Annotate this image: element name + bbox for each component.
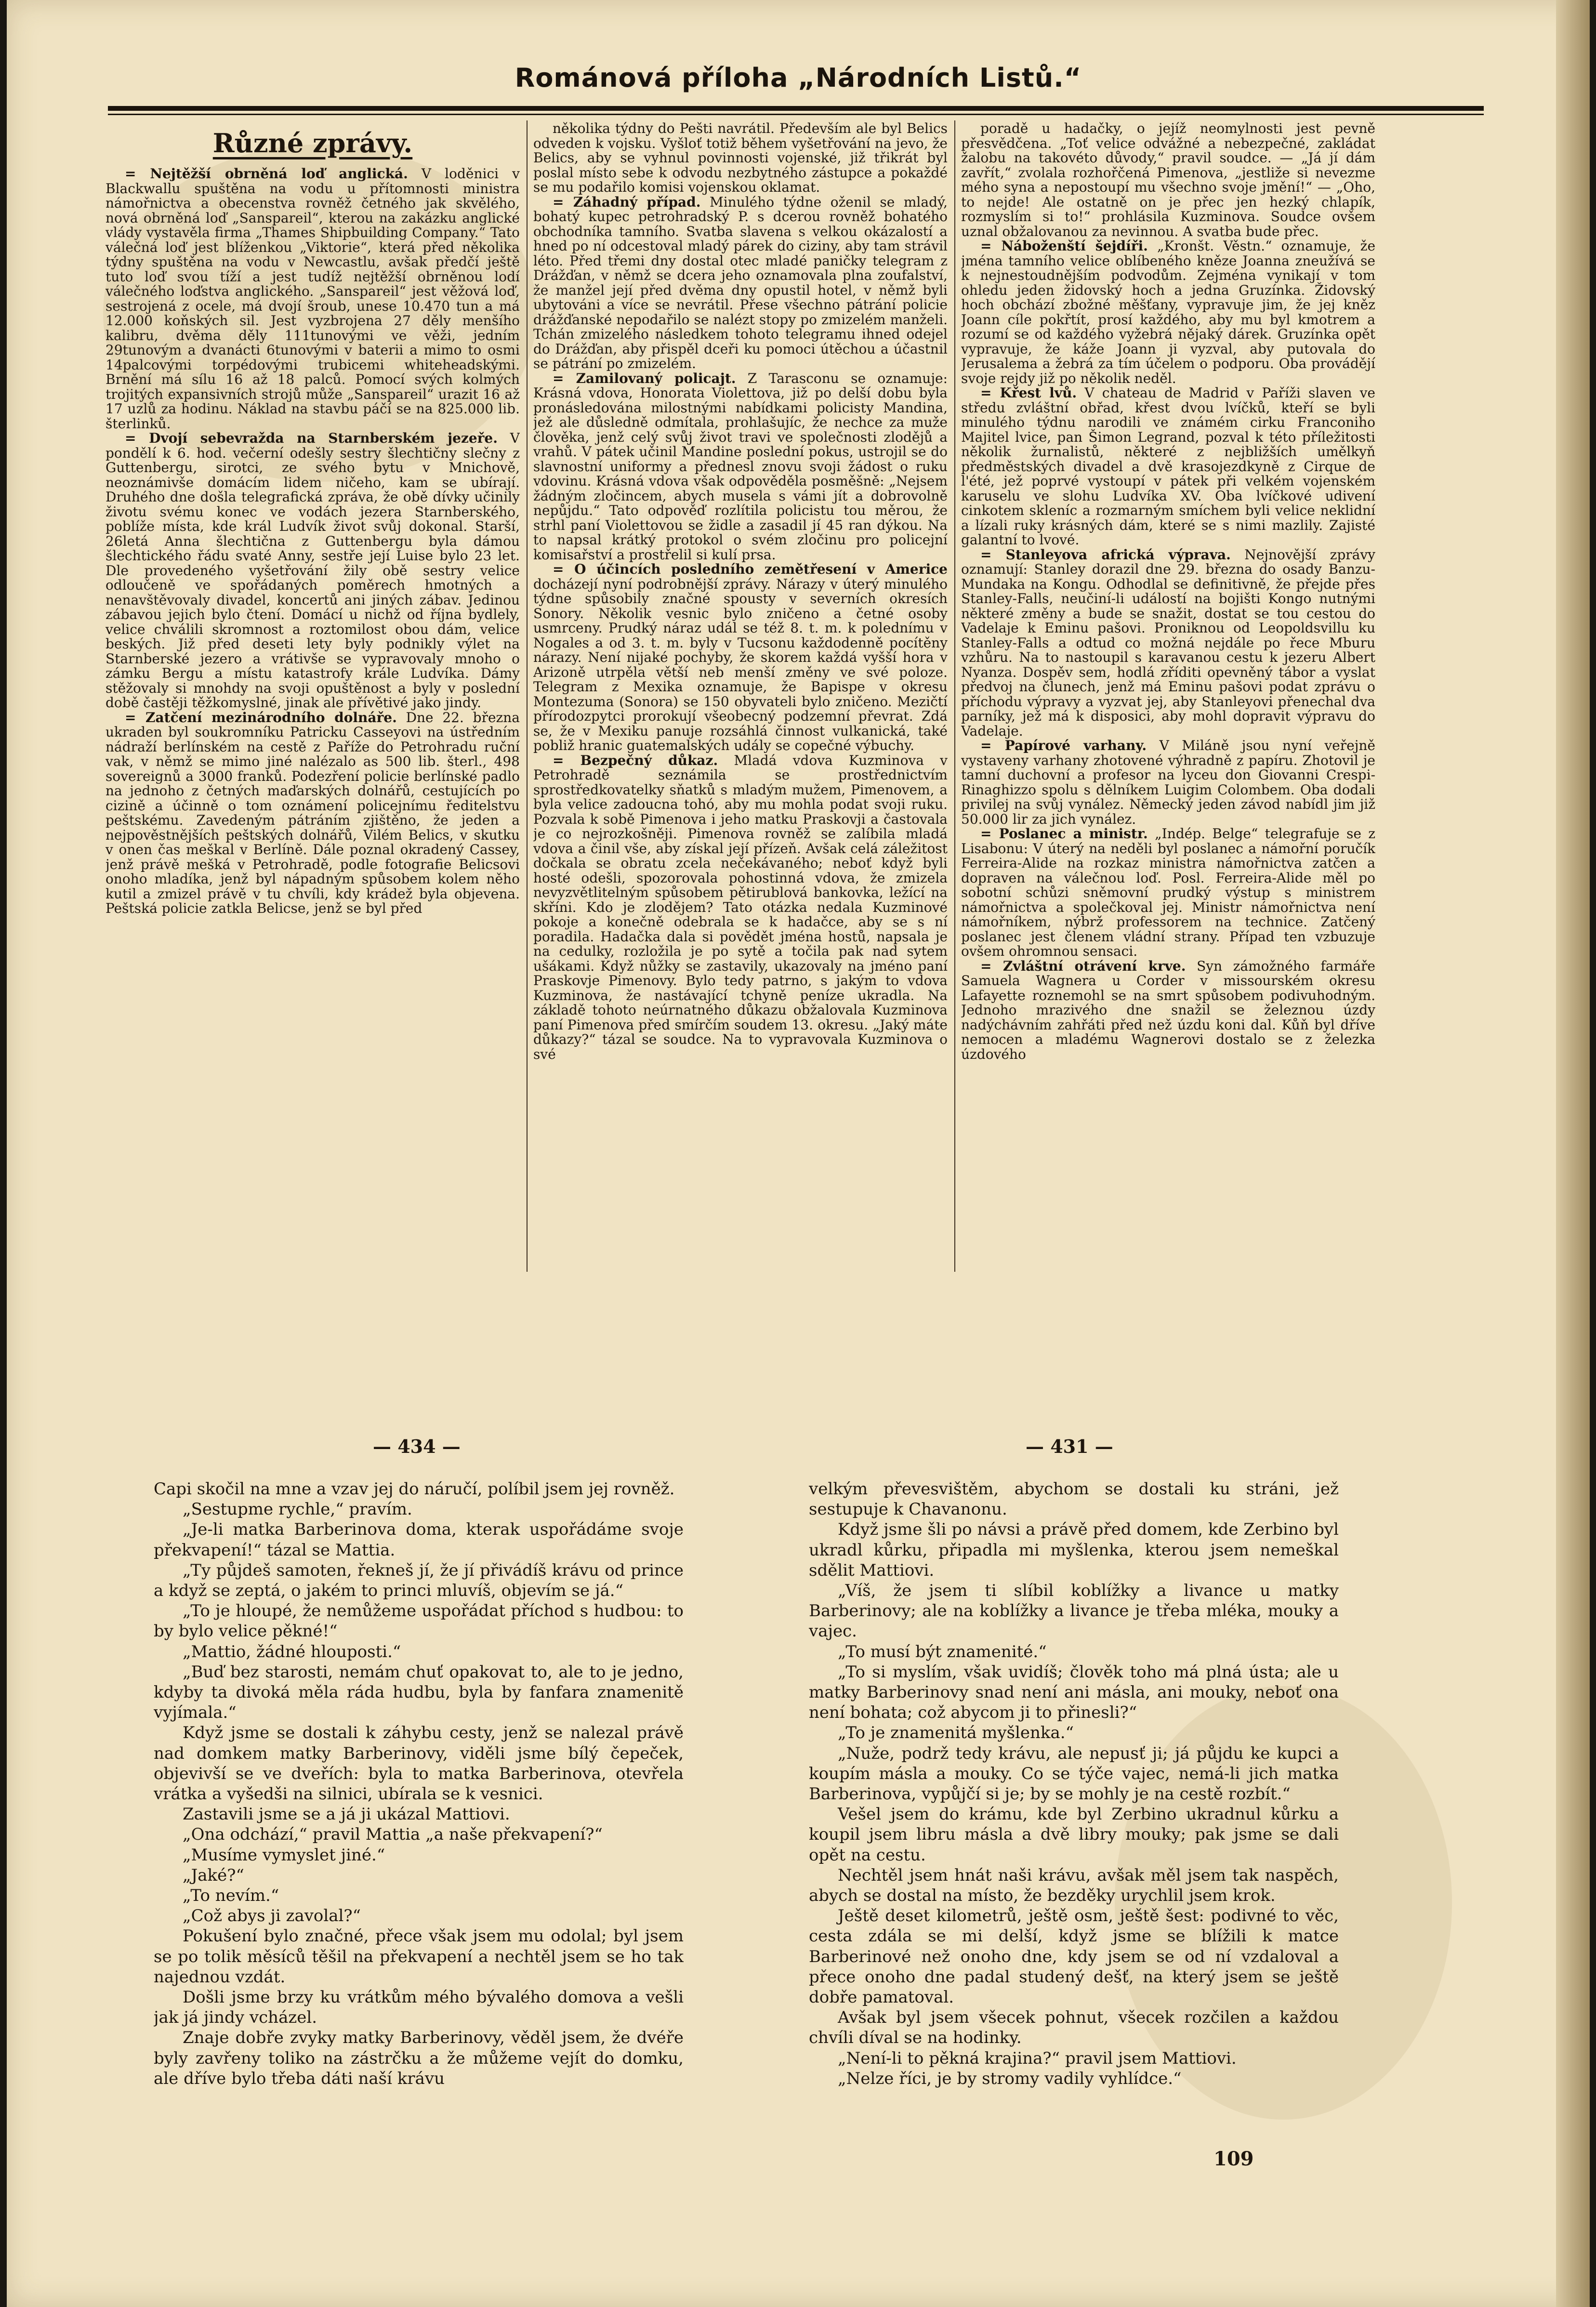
news-item-heading: = Papírové varhany.	[980, 738, 1147, 753]
news-item	[106, 167, 520, 431]
page-edge-shadow	[1556, 0, 1590, 2307]
news-item	[961, 121, 1375, 239]
news-item	[961, 548, 1375, 739]
novel-paragraph: „Jaké?“	[183, 1865, 244, 1885]
news-item-text: V Miláně jsou nyní veřejně vystaveny varhany zhotovené výhradně z papíru. Zhotovil je tamní duchovní a profesor na lyceu don Giovanni Crespi-Rinaghizzo spolu s dělníkem Luigim Colombem. Oba dodali privilej na svůj vynález. Německý jeden závod nabídl jim již 50.000 lir za jich vynález.	[961, 738, 1375, 827]
novel-paragraph: „Není-li to pěkná krajina?“ pravil jsem Mattiovi.	[838, 2048, 1237, 2068]
news-item	[961, 386, 1375, 548]
novel-paragraph: „Nuže, podrž tedy krávu, ale nepusť ji; já půjdu ke kupci a koupím másla a mouky. Co se týče vajec, nemá-li jich matka Barberinova, vypůjčí si je; by se mohly je na cestě rozbít.“	[809, 1743, 1339, 1804]
column-1-body	[106, 167, 520, 916]
news-item-heading: = Stanleyova africká výprava.	[980, 546, 1231, 563]
novel-paragraph: velkým převesvištěm, abychom se dostali ku stráni, jež sestupuje k Chavanonu.	[809, 1479, 1339, 1519]
novel-paragraph: „Nelze říci, je by stromy vadily vyhlídce.“	[838, 2069, 1182, 2088]
news-item-heading: = Zamilovaný policajt.	[553, 370, 736, 386]
novel-paragraph: „Je-li matka Barberinova doma, kterak uspořádáme svoje překvapení!“ tázal se Mattia.	[154, 1520, 684, 1560]
page-number-right: — 431 —	[1026, 1436, 1113, 1457]
header-rule-thin	[108, 114, 1484, 115]
novel-paragraph: „To je hloupé, že nemůžeme uspořádat příchod s hudbou: to by bylo velice pěkné!“	[154, 1601, 684, 1641]
news-item-text: Minulého týdne oženil se mladý, bohatý kupec petrohradský P. s dcerou rovněž bohatého obchodníka tamního. Svatba slavena s velkou okázalostí a hned po ní odcestoval mladý párek do ciziny, aby tam strávil léto. Před třemi dny dostal otec mladé paničky telegram z Drážďan, v němž se dcera jeho oznamovala plna zoufalství, že manžel její před dvěma dny opustil hotel, v němž byli ubytováni a více se nevrátil. Přese všechno pátrání policie drážďanské nepodařilo se nalézt stopy po zmizelém manželi. Tchán zmizelého následkem tohoto telegramu ihned odejel do Drážďan, aby přispěl dceři ku pomoci útěchou a účastnil se pátrání po zmizelém.	[533, 194, 948, 371]
page-number-left: — 434 —	[373, 1436, 461, 1457]
news-item	[106, 711, 520, 916]
news-item-heading: = Zvláštní otrávení krve.	[980, 958, 1186, 974]
news-item-text: V chateau de Madrid v Paříži slaven ve středu zvláštní obřad, křest dvou lvíčků, kteří se byli minulého týdnu narodili ve známém cirku Franconiho Majitel lvice, pan Šimon Legrand, pozval k této příležitosti několik žurnalistů, některé z nejbližších umělkyň předměstských divadel a dvě krasojezdkyně z Cirque de l'été, jež poprvé vystoupí v pátek při velkém vojenském karuselu ve slohu Ludvíka XV. Oba lvíčkové udivení cinkotem skleníc a rozmarným smíchem byli velice neklidní a lízali ruky krásných dám, které se s nimi mazlily. Zajisté galantní to lvové.	[961, 385, 1375, 548]
novel-paragraph: „Musíme vymyslet jiné.“	[183, 1845, 385, 1865]
news-item-text: V loděnici v Blackwallu spuštěna na vodu u přítomnosti ministra námořnictva a obecenstva rovněž četného jak skvělého, nová obrněná loď „Sanspareil“, kterou na zakázku anglické vlády vystavěla firma „Thames Shipbuilding Company.“ Tato válečná loď jest blíženkou „Viktorie“, která před několika týdny spuštěna na vodu v Newcastlu, avšak předčí ještě tuto loď svou tíží a jest tudíž nejtěžší obrněnou lodí válečného loďstva anglického. „Sanspareil“ jest věžová loď, sestrojená z ocele, má dvojí šroub, unese 10.470 tun a má 12.000 koňských sil. Jest vyzbrojena 27 děly menšího kalibru, dvěma děly 111tunovými ve věži, jedním 29tunovým a dvanácti 6tunovými v baterii a mimo to osmi 14palcovými torpédovými trubicemi whiteheadskými. Brnění má sílu 16 až 18 palců. Pomocí svých kolmých trojitých expansivních strojů může „Sanspareil“ urazit 16 až 17 uzlů za hodinu. Náklad na stavbu páčí se na 825.000 lib. šterlinků.	[106, 166, 520, 432]
novel-paragraph: Když jsme se dostali k záhybu cesty, jenž se nalezal právě nad domkem matky Barberinovy, viděli jsme bílý čepeček, objevivší se ve dveřích: byla to matka Barberinova, otevřela vrátka a vyšedši na silnici, ubírala se k vesnici.	[154, 1723, 684, 1804]
novel-paragraph: Došli jsme brzy ku vrátkům mého bývalého domova a vešli jak já jindy vcházel.	[154, 1988, 684, 2028]
news-item-heading: = O účincích posledního zemětřesení v Americe	[553, 561, 948, 577]
news-item-text: Z Tarasconu se oznamuje: Krásná vdova, Honorata Violettova, již po delší dobu byla pronásledována milostnými nabídkami policisty Mandina, jež ale důsledně odmítala, prohlašujíc, že nechce za muže člověka, jenž celý svůj život travi ve společnosti zlodějů a vrahů. V pátek učinil Mandine poslední pokus, ustrojil se do slavnostní uniformy a přednesl znovu svoji žádost o ruku vdovinu. Krásná vdova však odpověděla posměšně: „Nejsem žádným zločincem, abych musela s vámi jít a dobrovolně nepůjdu.“ Tato odpověď rozlítila policistu tou měrou, že strhl paní Violettovou se židle a zasadil jí 45 ran dýkou. Na to napsal krátký protokol o svém zločinu pro policejní komisařství a prostřelil si kulí prsa.	[533, 370, 948, 563]
novel-text-right	[809, 1479, 1339, 2168]
novel-text-left	[154, 1479, 684, 2168]
news-item-text: docházejí nyní podrobnější zprávy. Nárazy v úterý minulého týdne spůsobily značné spousty v severních okresích Sonory. Několik vesnic bylo zničeno a četné osoby usmrceny. Prudký náraz udál se též 8. t. m. k polednímu v Nogales a od 3. t. m. byly v Tucsonu každodenně pocítěny nárazy. Není nijaké pochyby, že skorem každá vyšší hora v Arizoně utrpěla větší neb menší změny ve své poloze. Telegram z Mexika oznamuje, že Bapispe v okresu Montezuma (Sonora) se 150 obyvateli bylo zničeno. Mezičtí přírodozpytci prorokují všeobecný podzemní převrat. Zdá se, že v Mexiku panuje rozsáhlá činnost vulkanická, také pobliž hranic guatemalských udály se copečné výbuchy.	[533, 576, 948, 753]
news-item	[533, 562, 948, 753]
novel-paragraph: „Mattio, žádné hlouposti.“	[183, 1642, 401, 1661]
news-item-text: Mladá vdova Kuzminova v Petrohradě seznámila se prostřednictvím sprostředkovatelky sňatků s mladým mužem, Pimenovem, a byla velice zadoucna tohó, aby mu mohla podat svoji ruku. Pozvala k sobě Pimenova i jeho matku Praskovji a častovala je co nejrozkošněji. Pimenova rovněž se zalíbila mladá vdova a činil vše, aby získal její přízeň. Avšak celá záležitost dočkala se obratu zcela nečekávaného; neboť když byli hosté odešli, spozorovala pohostinná vdova, že zmizela nevyzvětlitelným spůsobem pětirublová bankovka, ležící na skříni. Kdo je zlodějem? Tato otázka nedala Kuzminové pokoje a konečně odebrala se k hadačce, aby se s ní poradila. Hadačka dala si povědět jména hostů, napsala je na cedulky, rozložila je po sytě a točila pak nad sytem ušákami. Když nůžky se zastavily, ukazovaly na jméno paní Praskovje Pimenovy. Bylo tedy patrno, s jakým to vdova Kuzminova, že nastávající tchyně peníze ukradla. Na základě tohoto neúrnatného důkazu obžalovala Kuzminova paní Pimenova před smírčím soudem 13. okresu. „Jaký máte důkazy?“ tázal se soudce. Na to vypravovala Kuzminova o své	[533, 752, 948, 1062]
news-item-text: poradě u hadačky, o jejíž neomylnosti jest pevně přesvědčena. „Toť velice odvážné a nebezpečné, zakládat žalobu na takovéto důvody,“ pravil soudce. — „Já jí dám zavřít,“ zvolala rozhořčená Pimenova, „jestliže si nevezme mého syna a nepostoupí mu všechno svoje jmění!“ — „Oho, to nejde! Ale ostatně on je přec jen hezký chlapík, rozmyslím si to!“ prohlásila Kuzminova. Soudce ovšem uznal obžalovanou za nevinnou. A svatba bude přec.	[961, 121, 1375, 239]
column-3-body	[961, 121, 1375, 1062]
column-1	[106, 121, 520, 1278]
news-item-heading: = Poslanec a ministr.	[980, 826, 1148, 842]
column-divider	[954, 120, 955, 1272]
novel-paragraph: Vešel jsem do krámu, kde byl Zerbino ukradnul kůrku a koupil jsem libru másla a dvě libry mouky; pak jsme se dali opět na cestu.	[809, 1805, 1339, 1865]
novel-paragraph: „To je znamenitá myšlenka.“	[838, 1723, 1074, 1743]
novel-paragraph: „Což abys ji zavolal?“	[183, 1906, 361, 1926]
news-item-text: Nejnovější zprávy oznamují: Stanley dorazil dne 29. března do osady Banzu-Mundaka na Kongu. Odhodlal se definitivně, že přejde přes Stanley-Falls, neučiní-li událostí na bojišti Kongo nutnými některé změny a bude se snažit, dostat se tou cestou do Vadelaje k Eminu pašovi. Proniknou od Leopoldsvillu ku Stanley-Falls a odtud co možná nejdále po řece Mburu vzhůru. Na to nastoupil s karavanou cestu k jezeru Albert Nyanza. Dospěv sem, hodlá zříditi opevněný tábor a vyslat předvoj na člunech, jenž má Eminu pašovi podat zprávu o příchodu výpravy a vyzvat jej, aby Stanleyovi přenechal dva parníky, jež má k disposici, aby mohl dopravit výpravu do Vadelaje.	[961, 546, 1375, 739]
novel-paragraph: „To musí být znamenité.“	[838, 1642, 1047, 1661]
news-item	[533, 121, 948, 195]
news-item-text: „Kronšt. Věstn.“ oznamuje, že jména tamního velice oblíbeného kněze Joanna zneužívá se k nejnestoudnějším podvodům. Zejména vynikají v tom ohledu jeden židovský hoch a jedna Gruzínka. Židovský hoch obchází zbožné měšťany, vypravuje jim, že jej kněz Joann cíle pokřtít, prosí každého, aby mu byl kmotrem a rozumí se od každého vyžebrá nějaký dárek. Gruzínka opět vypravuje, že káže Joann ji vyzval, aby putovala do Jerusalema a žebrá za tím účelem o podporu. Oba provádějí svoje rejdy již po několik neděl.	[961, 238, 1375, 386]
novel-right-body	[809, 1479, 1339, 2089]
news-item-text: několika týdny do Pešti navrátil. Především ale byl Belics odveden k vojsku. Vyšloť totiž během vyšetřování na jevo, že Belics, aby se vyhnul povinnosti vojenské, již třikrát byl poslal místo sebe k odvodu nezbytného zástupce a pokaždé se mu podařilo komisi vojenskou oklamat.	[533, 121, 948, 195]
novel-paragraph: Znaje dobře zvyky matky Barberinovy, věděl jsem, že dvéře byly zavřeny toliko na zástrčku a že můžeme vejít do domku, ale dříve bylo třeba dáti naší krávu	[154, 2028, 684, 2088]
news-item	[106, 431, 520, 711]
news-item-text: V pondělí k 6. hod. večerní odešly sestry šlechtičny slečny z Guttenbergu, sirotci, ze svého bytu v Mnichově, neoznámivše domácím lidem ničeho, kam se ubírají. Druhého dne došla telegrafická zpráva, že obě dívky učinily životu svému konec ve vodách jezera Starnberského, poblíže místa, kde král Ludvík život svůj dokonal. Starší, 26letá Anna šlechtična z Guttenbergu byla dámou šlechtického řádu svaté Anny, sestře její Luise bylo 23 let. Dle provedeného vyšetřování žily obě sestry velice odloučeně ve spořádaných poměrech hmotných a nenavštěvovaly divadel, koncertů ani jiných zábav. Jedinou zábavou jejich bylo čtení. Domácí u nichž od října bydlely, velice chválili skromnost a roztomilost obou dám, velice beských. Již před deseti lety byly podnikly výlet na Starnberské jezero a vrátivše se vypravovaly mnoho o zámku Bergu a místu katastrofy krále Ludvíka. Dámy stěžovaly si mnohdy na svoji opuštěnost a byly v poslední době častěji těžkomyslné, jinak ale přívětivé jako jindy.	[106, 430, 520, 711]
novel-paragraph: „To si myslím, však uvidíš; člověk toho má plná ústa; ale u matky Barberinovy snad není ani másla, ani mouky, neboť ona není bohata; což abycom ji to přinesli?“	[809, 1662, 1339, 1723]
novel-paragraph: Pokušení bylo značné, přece však jsem mu odolal; byl jsem se po tolik měsíců těšil na překvapení a nechtěl jsem se ho tak najednou vzdát.	[154, 1926, 684, 1987]
novel-paragraph: Avšak byl jsem všecek pohnut, všecek rozčilen a každou chvíli díval se na hodinky.	[809, 2008, 1339, 2048]
news-item-text: „Indép. Belge“ telegrafuje se z Lisabonu: V úterý na neděli byl poslanec a námořní poručík Ferreira-Alide na rozkaz ministra námořnictva zatčen a dopraven na válečnou loď. Posl. Ferreira-Alide měl po sobotní schůzi sněmovní prudký výstup s ministrem námořnictva a společkoval jej. Ministr námořnictva není námořníkem, nýbrž professorem na technice. Zatčený poslanec jest členem vládní strany. Případ ten vzbuzuje ovšem ohromnou sensaci.	[961, 826, 1375, 959]
news-item	[533, 195, 948, 371]
column-divider	[527, 120, 528, 1272]
column-2-body	[533, 121, 948, 1062]
news-item	[961, 827, 1375, 959]
novel-paragraph: Když jsme šli po návsi a právě před domem, kde Zerbino byl ukradl kůrku, připadla mi myšlenka, kterou jsem nemeškal sdělit Mattiovi.	[809, 1520, 1339, 1580]
news-item-heading: = Křest lvů.	[980, 385, 1077, 401]
news-item	[961, 959, 1375, 1062]
news-item-heading: = Zatčení mezinárodního dolnáře.	[125, 709, 397, 725]
novel-paragraph: Nechtěl jsem hnát naši krávu, avšak měl jsem tak naspěch, abych se dostal na místo, že bezděky urychlil jsem krok.	[809, 1865, 1339, 1906]
novel-paragraph: „Sestupme rychle,“ pravím.	[183, 1500, 412, 1519]
novel-paragraph: „To nevím.“	[183, 1886, 279, 1906]
header-rule-thick	[108, 106, 1484, 111]
news-item	[961, 738, 1375, 827]
novel-paragraph: „Víš, že jsem ti slíbil koblížky a livance u matky Barberinovy; ale na koblížky a livance je třeba mléka, mouky a vajec.	[809, 1581, 1339, 1641]
novel-paragraph: „Buď bez starosti, nemám chuť opakovat to, ale to je jedno, kdyby ta divoká měla ráda hudbu, byla by fanfara znamenitě vyjímala.“	[154, 1662, 684, 1723]
news-item	[533, 753, 948, 1062]
column-3	[961, 121, 1375, 1278]
news-item	[533, 371, 948, 563]
novel-paragraph: Zastavili jsme se a já ji ukázal Mattiovi.	[183, 1805, 510, 1824]
novel-paragraph: „Ona odchází,“ pravil Mattia „a naše překvapení?“	[183, 1825, 603, 1845]
news-item-heading: = Náboženští šejdíři.	[980, 238, 1148, 254]
novel-paragraph: „Ty půjdeš samoten, řekneš jí, že jí přivádíš krávu od prince a když se zeptá, o jakém to princi mluvíš, objevím se já.“	[154, 1560, 684, 1601]
news-item-heading: = Nejtěžší obrněná loď anglická.	[125, 166, 408, 182]
newspaper-page	[7, 0, 1590, 2307]
news-item-heading: = Dvojí sebevražda na Starnberském jezeře.	[125, 430, 498, 446]
news-item-text: Syn zámožného farmáře Samuela Wagnera u Corder v missourském okresu Lafayette roznemohl se na smrt spůsobem podivuhodným. Jednoho mrazivého dne snažil se železnou úzdy nadýchávním zahřáti před než úzdu koni dal. Kůň byl dříve nemocen a mladému Wagnerovi dostalo se z železka úzdového	[961, 958, 1375, 1062]
column-2	[533, 121, 948, 1278]
footer-number: 109	[1213, 2148, 1254, 2170]
news-item-heading: = Bezpečný důkaz.	[553, 752, 718, 768]
novel-left-body	[154, 1479, 684, 2089]
news-item-text: Dne 22. března ukraden byl soukromníku Patricku Casseyovi na ústředním nádraží berlínském na cestě z Paříže do Petrohradu ruční vak, v němž se mimo jiné nalézalo as 500 lib. šterl., 498 sovereignů a 3000 franků. Podezření policie berlínské padlo na jednoho z četných maďarských dolnářů, cestujících po cizině a účinně o tom oznámení policejnímu ředitelstvu peštskému. Zavedeným pátráním zjištěno, že jeden a nejpověstnějších peštských dolnářů, Vilém Belics, v skutku v onen čas meškal v Berlíně. Dále poznal okradený Cassey, jenž právě mešká v Petrohradě, podle fotografie Belicsovi onoho mladíka, jenž byl nápadným spůsobem kolem něho kutil a zmizel právě v tu chvíli, kdy krádež byla objevena. Peštská policie zatkla Belicse, jenž se byl před	[106, 709, 520, 916]
novel-paragraph: Ještě deset kilometrů, ještě osm, ještě šest: podivné to věc, cesta zdála se mi delší, když jsme se blížili k matce Barberinové než onoho dne, kdy jsem se od ní vzdaloval a přece onoho dne padal studený dešť, na který jsem se ještě dobře pamatoval.	[809, 1906, 1339, 2007]
novel-paragraph: Capi skočil na mne a vzav jej do náručí, políbil jsem jej rovněž.	[154, 1479, 675, 1499]
news-item	[961, 239, 1375, 386]
page-header-title: Románová příloha „Národních Listů.“	[514, 63, 1082, 93]
section-title: Různé zprávy.	[212, 128, 413, 158]
news-item-heading: = Záhadný případ.	[553, 194, 701, 210]
